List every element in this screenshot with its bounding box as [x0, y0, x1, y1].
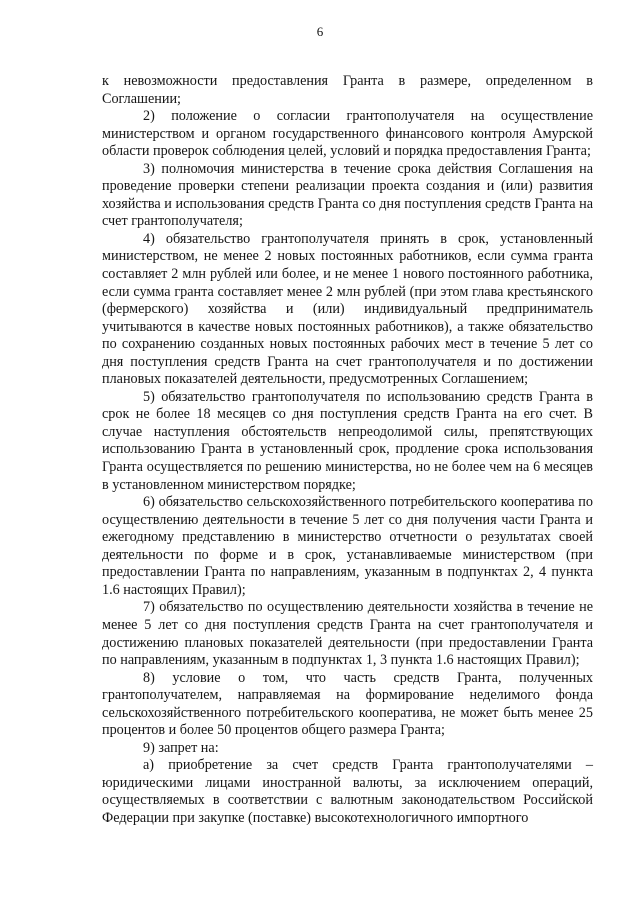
paragraph-item-7: 7) обязательство по осуществлению деятельности хозяйства в течение не менее 5 лет со дня поступления средств Гранта на счет грантополучателя и достижению плановых показателей деятельности (при предоставлении Гранта по направлениям, указанным в подпунктах 1, 3 пункта 1.6 настоящих Правил); [102, 599, 593, 669]
paragraph-item-9a: а) приобретение за счет средств Гранта грантополучателями – юридическими лицами иностранной валюты, за исключением операций, осуществляемых в соответствии с валютным законодательством Российской Федерации при закупке (поставке) высокотехнологичного импортного [102, 757, 593, 826]
paragraph-item-4: 4) обязательство грантополучателя принять в срок, установленный министерством, не менее 2 новых постоянных работников, если сумма гранта составляет 2 млн рублей или более, и не менее 1 нового постоянного работника, если сумма гранта составляет менее 2 млн рублей (при этом глава крестьянского (фермерского) хозяйства и (или) индивидуальный предприниматель учитываются в качестве новых постоянных работников), а также обязательство по сохранению созданных новых постоянных рабочих мест в течение 5 лет со дня поступления средств Гранта на счет грантополучателя и по достижении плановых показателей деятельности, предусмотренных Соглашением; [102, 230, 593, 388]
page-number: 6 [316, 24, 324, 39]
paragraph-item-2: 2) положение о согласии грантополучателя на осуществление министерством и органом государственного финансового контроля Амурской области проверок соблюдения целей, условий и порядка предоставления Гранта; [102, 108, 593, 160]
paragraph-item-8: 8) условие о том, что часть средств Гранта, полученных грантополучателем, направляемая на формирование неделимого фонда сельскохозяйственного потребительского кооператива, не может быть менее 25 процентов и более 50 процентов общего размера Гранта; [102, 669, 593, 739]
document-body [102, 73, 593, 828]
paragraph-item-9: 9) запрет на: [143, 739, 219, 756]
paragraph-item-3: 3) полномочия министерства в течение срока действия Соглашения на проведение проверки степени реализации проекта создания и (или) развития хозяйства и использования средств Гранта со дня поступления средств Гранта на счет грантополучателя; [102, 160, 593, 230]
paragraph-item-6: 6) обязательство сельскохозяйственного потребительского кооператива по осуществлению деятельности в течение 5 лет со дня получения части Гранта и ежегодному представлению в министерство отчетности о результатах своей деятельности по форме и в срок, устанавливаемые министерством (при предоставлении Гранта по направлениям, указанным в подпунктах 2, 4 пункта 1.6 настоящих Правил); [102, 494, 593, 598]
paragraph-continuation: к невозможности предоставления Гранта в размере, определенном в Соглашении; [102, 73, 593, 107]
paragraph-item-5: 5) обязательство грантополучателя по использованию средств Гранта в срок не более 18 месяцев со дня поступления средств Гранта на его счет. В случае наступления обстоятельств непреодолимой силы, препятствующих использованию Гранта в установленный срок, продление срока использования Гранта осуществляется по решению министерства, но не более чем на 6 месяцев в установленном министерством порядке; [102, 388, 593, 493]
